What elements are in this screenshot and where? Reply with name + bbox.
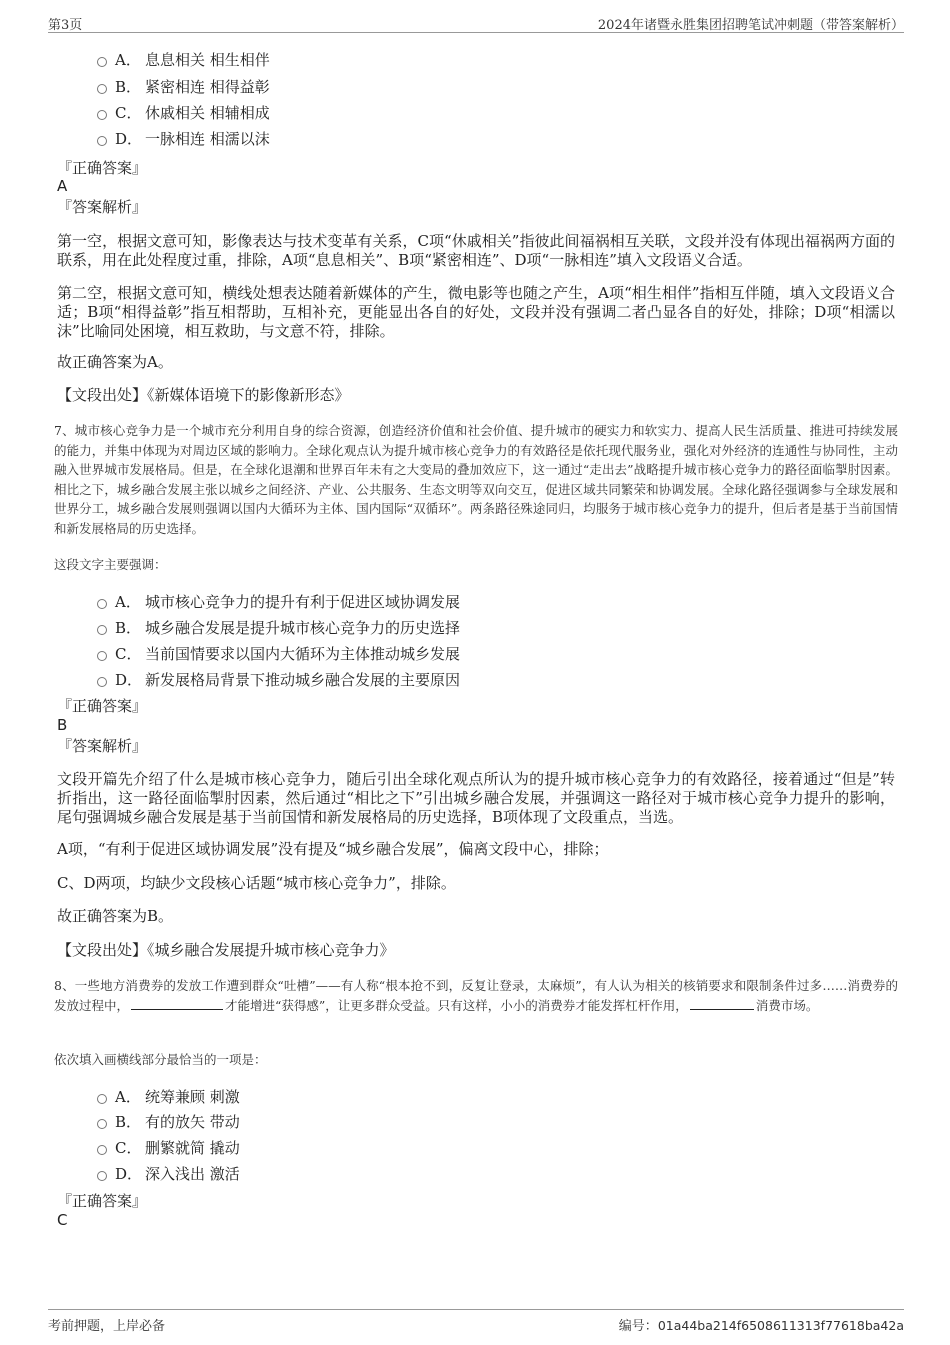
- option-text: 有的放矢 带动: [145, 1113, 240, 1131]
- option-letter: B．: [115, 78, 142, 96]
- q7-answer-label: 『正确答案』: [57, 697, 148, 715]
- option-letter: B．: [115, 1113, 142, 1131]
- code-value: 01a44ba214f6508611313f77618ba42a: [657, 1318, 904, 1333]
- q6-analysis-label: 『答案解析』: [57, 198, 148, 216]
- option-text: 当前国情要求以国内大循环为主体推动城乡发展: [145, 645, 461, 663]
- q7-option-c[interactable]: [97, 643, 460, 664]
- q8-answer-label: 『正确答案』: [57, 1192, 148, 1210]
- q6-conclusion: 故正确答案为A。: [57, 353, 173, 371]
- q8-prompt: 依次填入画横线部分最恰当的一项是：: [54, 1052, 267, 1067]
- option-text: 删繁就简 撬动: [145, 1139, 240, 1157]
- radio-icon[interactable]: [97, 84, 107, 94]
- q7-analysis-paragraph: A项，“有利于促进区域协调发展”没有提及“城乡融合发展”，偏离文段中心，排除；: [57, 840, 609, 858]
- q7-conclusion: 故正确答案为B。: [57, 907, 174, 925]
- radio-icon[interactable]: [97, 599, 107, 609]
- q6-answer: A: [57, 177, 68, 195]
- q7-prompt: 这段文字主要强调：: [54, 557, 167, 572]
- q6-option-d[interactable]: [97, 128, 270, 149]
- document-code: [619, 1315, 904, 1334]
- option-text: 新发展格局背景下推动城乡融合发展的主要原因: [145, 671, 461, 689]
- option-text: 一脉相连 相濡以沫: [145, 130, 270, 148]
- q6-option-a[interactable]: [97, 49, 270, 70]
- q7-analysis-paragraph: 文段开篇先介绍了什么是城市核心竞争力，随后引出全球化观点所认为的提升城市核心竞争力的有效路径，接着通过“但是”转折指出，这一路径面临掣肘因素，然后通过“相比之下”引出城乡融合发展，并强调这一路径对于城市核心竞争力提升的影响，尾句强调城乡融合发展是基于当前国情和新发展格局的历史选择，B项体现了文段重点，当选。: [57, 770, 895, 826]
- option-letter: A．: [115, 1088, 141, 1106]
- option-letter: C．: [115, 1139, 142, 1157]
- q6-source: 【文段出处】《新媒体语境下的影像新形态》: [57, 386, 350, 404]
- radio-icon[interactable]: [97, 677, 107, 687]
- option-letter: B．: [115, 619, 142, 637]
- option-text: 休戚相关 相辅相成: [145, 104, 270, 122]
- fill-blank-2[interactable]: [690, 997, 754, 1010]
- radio-icon[interactable]: [97, 625, 107, 635]
- page-footer: [48, 1309, 904, 1334]
- page-number: 第3页: [48, 18, 83, 33]
- q8-text-part: 消费市场。: [755, 997, 819, 1013]
- radio-icon[interactable]: [97, 136, 107, 146]
- q6-option-b[interactable]: [97, 76, 270, 97]
- radio-icon[interactable]: [97, 1094, 107, 1104]
- q7-option-d[interactable]: [97, 669, 460, 690]
- q7-answer: B: [57, 716, 68, 734]
- fill-blank-1[interactable]: [131, 997, 223, 1010]
- q8-option-d[interactable]: [97, 1163, 240, 1184]
- q8-option-a[interactable]: [97, 1086, 240, 1107]
- footer-slogan: 考前押题，上岸必备: [48, 1319, 166, 1334]
- option-letter: D．: [115, 130, 143, 148]
- q7-source: 【文段出处】《城乡融合发展提升城市核心竞争力》: [57, 941, 395, 959]
- option-letter: D．: [115, 671, 143, 689]
- code-label: 编号：: [618, 1319, 658, 1334]
- q8-text-part: 8、一些地方消费券的发放工作遭到群众“吐槽”——有人称“根本抢不到，反复让登录，太麻烦”，有人认为相关的核销要求和限制条件过多……消费券的发放过程中，: [54, 978, 898, 1013]
- radio-icon[interactable]: [97, 1145, 107, 1155]
- radio-icon[interactable]: [97, 1119, 107, 1129]
- q8-option-c[interactable]: [97, 1137, 240, 1158]
- q6-option-c[interactable]: [97, 102, 270, 123]
- page-header: [48, 12, 904, 33]
- q6-analysis-paragraph: 第一空，根据文意可知，影像表达与技术变革有关系，C项“休戚相关”指彼此间福祸相互关联，文段并没有体现出福祸两方面的联系，用在此处程度过重，排除，A项“息息相关”、B项“紧密相连”、D项“一脉相连”填入文段语义合适。: [57, 232, 895, 269]
- option-text: 深入浅出 激活: [145, 1165, 240, 1183]
- radio-icon[interactable]: [97, 651, 107, 661]
- option-text: 城乡融合发展是提升城市核心竞争力的历史选择: [145, 619, 461, 637]
- option-letter: C．: [115, 104, 142, 122]
- q6-analysis-paragraph: 第二空，根据文意可知，横线处想表达随着新媒体的产生，微电影等也随之产生，A项“相生相伴”指相互伴随，填入文段语义合适；B项“相得益彰”指互相帮助，互相补充，更能显出各自的好处，文段并没有强调二者凸显各自的好处，排除；D项“相濡以沫”比喻同处困境，相互救助，与文意不符，排除。: [57, 284, 895, 340]
- q8-option-b[interactable]: [97, 1111, 240, 1132]
- option-text: 息息相关 相生相伴: [145, 51, 270, 69]
- option-text: 紧密相连 相得益彰: [145, 78, 270, 96]
- radio-icon[interactable]: [97, 1171, 107, 1181]
- option-text: 城市核心竞争力的提升有利于促进区域协调发展: [145, 593, 461, 611]
- document-title: 2024年诸暨永胜集团招聘笔试冲刺题（带答案解析）: [597, 18, 904, 33]
- q7-option-a[interactable]: [97, 591, 460, 612]
- q7-option-b[interactable]: [97, 617, 460, 638]
- q8-question-text: [54, 976, 898, 1015]
- q7-analysis-paragraph: C、D两项，均缺少文段核心话题“城市核心竞争力”，排除。: [57, 874, 456, 892]
- q8-text-part: 才能增进“获得感”，让更多群众受益。只有这样，小小的消费券才能发挥杠杆作用，: [225, 997, 688, 1013]
- q7-analysis-label: 『答案解析』: [57, 737, 148, 755]
- q8-answer: C: [57, 1211, 68, 1229]
- option-letter: C．: [115, 645, 142, 663]
- radio-icon[interactable]: [97, 57, 107, 67]
- option-letter: A．: [115, 593, 141, 611]
- option-letter: D．: [115, 1165, 143, 1183]
- option-text: 统筹兼顾 刺激: [145, 1088, 240, 1106]
- q6-answer-label: 『正确答案』: [57, 159, 148, 177]
- q7-question-text: 7、城市核心竞争力是一个城市充分利用自身的综合资源，创造经济价值和社会价值、提升城市的硬实力和软实力、提高人民生活质量、推进可持续发展的能力，并集中体现为对周边区域的影响力。全球化观点认为提升城市核心竞争力的有效路径是依托现代服务业，强化对外经济的连通性与协同性，主动融入世界城市发展格局。但是，在全球化退潮和世界百年未有之大变局的叠加效应下，这一通过“走出去”战略提升城市核心竞争力的路径面临掣肘因素。相比之下，城乡融合发展主张以城乡之间经济、产业、公共服务、生态文明等双向交互，促进区域共同繁荣和协调发展。全球化路径强调参与全球发展和世界分工，城乡融合发展则强调以国内大循环为主体、国内国际“双循环”。两条路径殊途同归，均服务于城市核心竞争力的提升，但后者是基于当前国情和新发展格局的历史选择。: [54, 423, 898, 536]
- option-letter: A．: [115, 51, 141, 69]
- radio-icon[interactable]: [97, 110, 107, 120]
